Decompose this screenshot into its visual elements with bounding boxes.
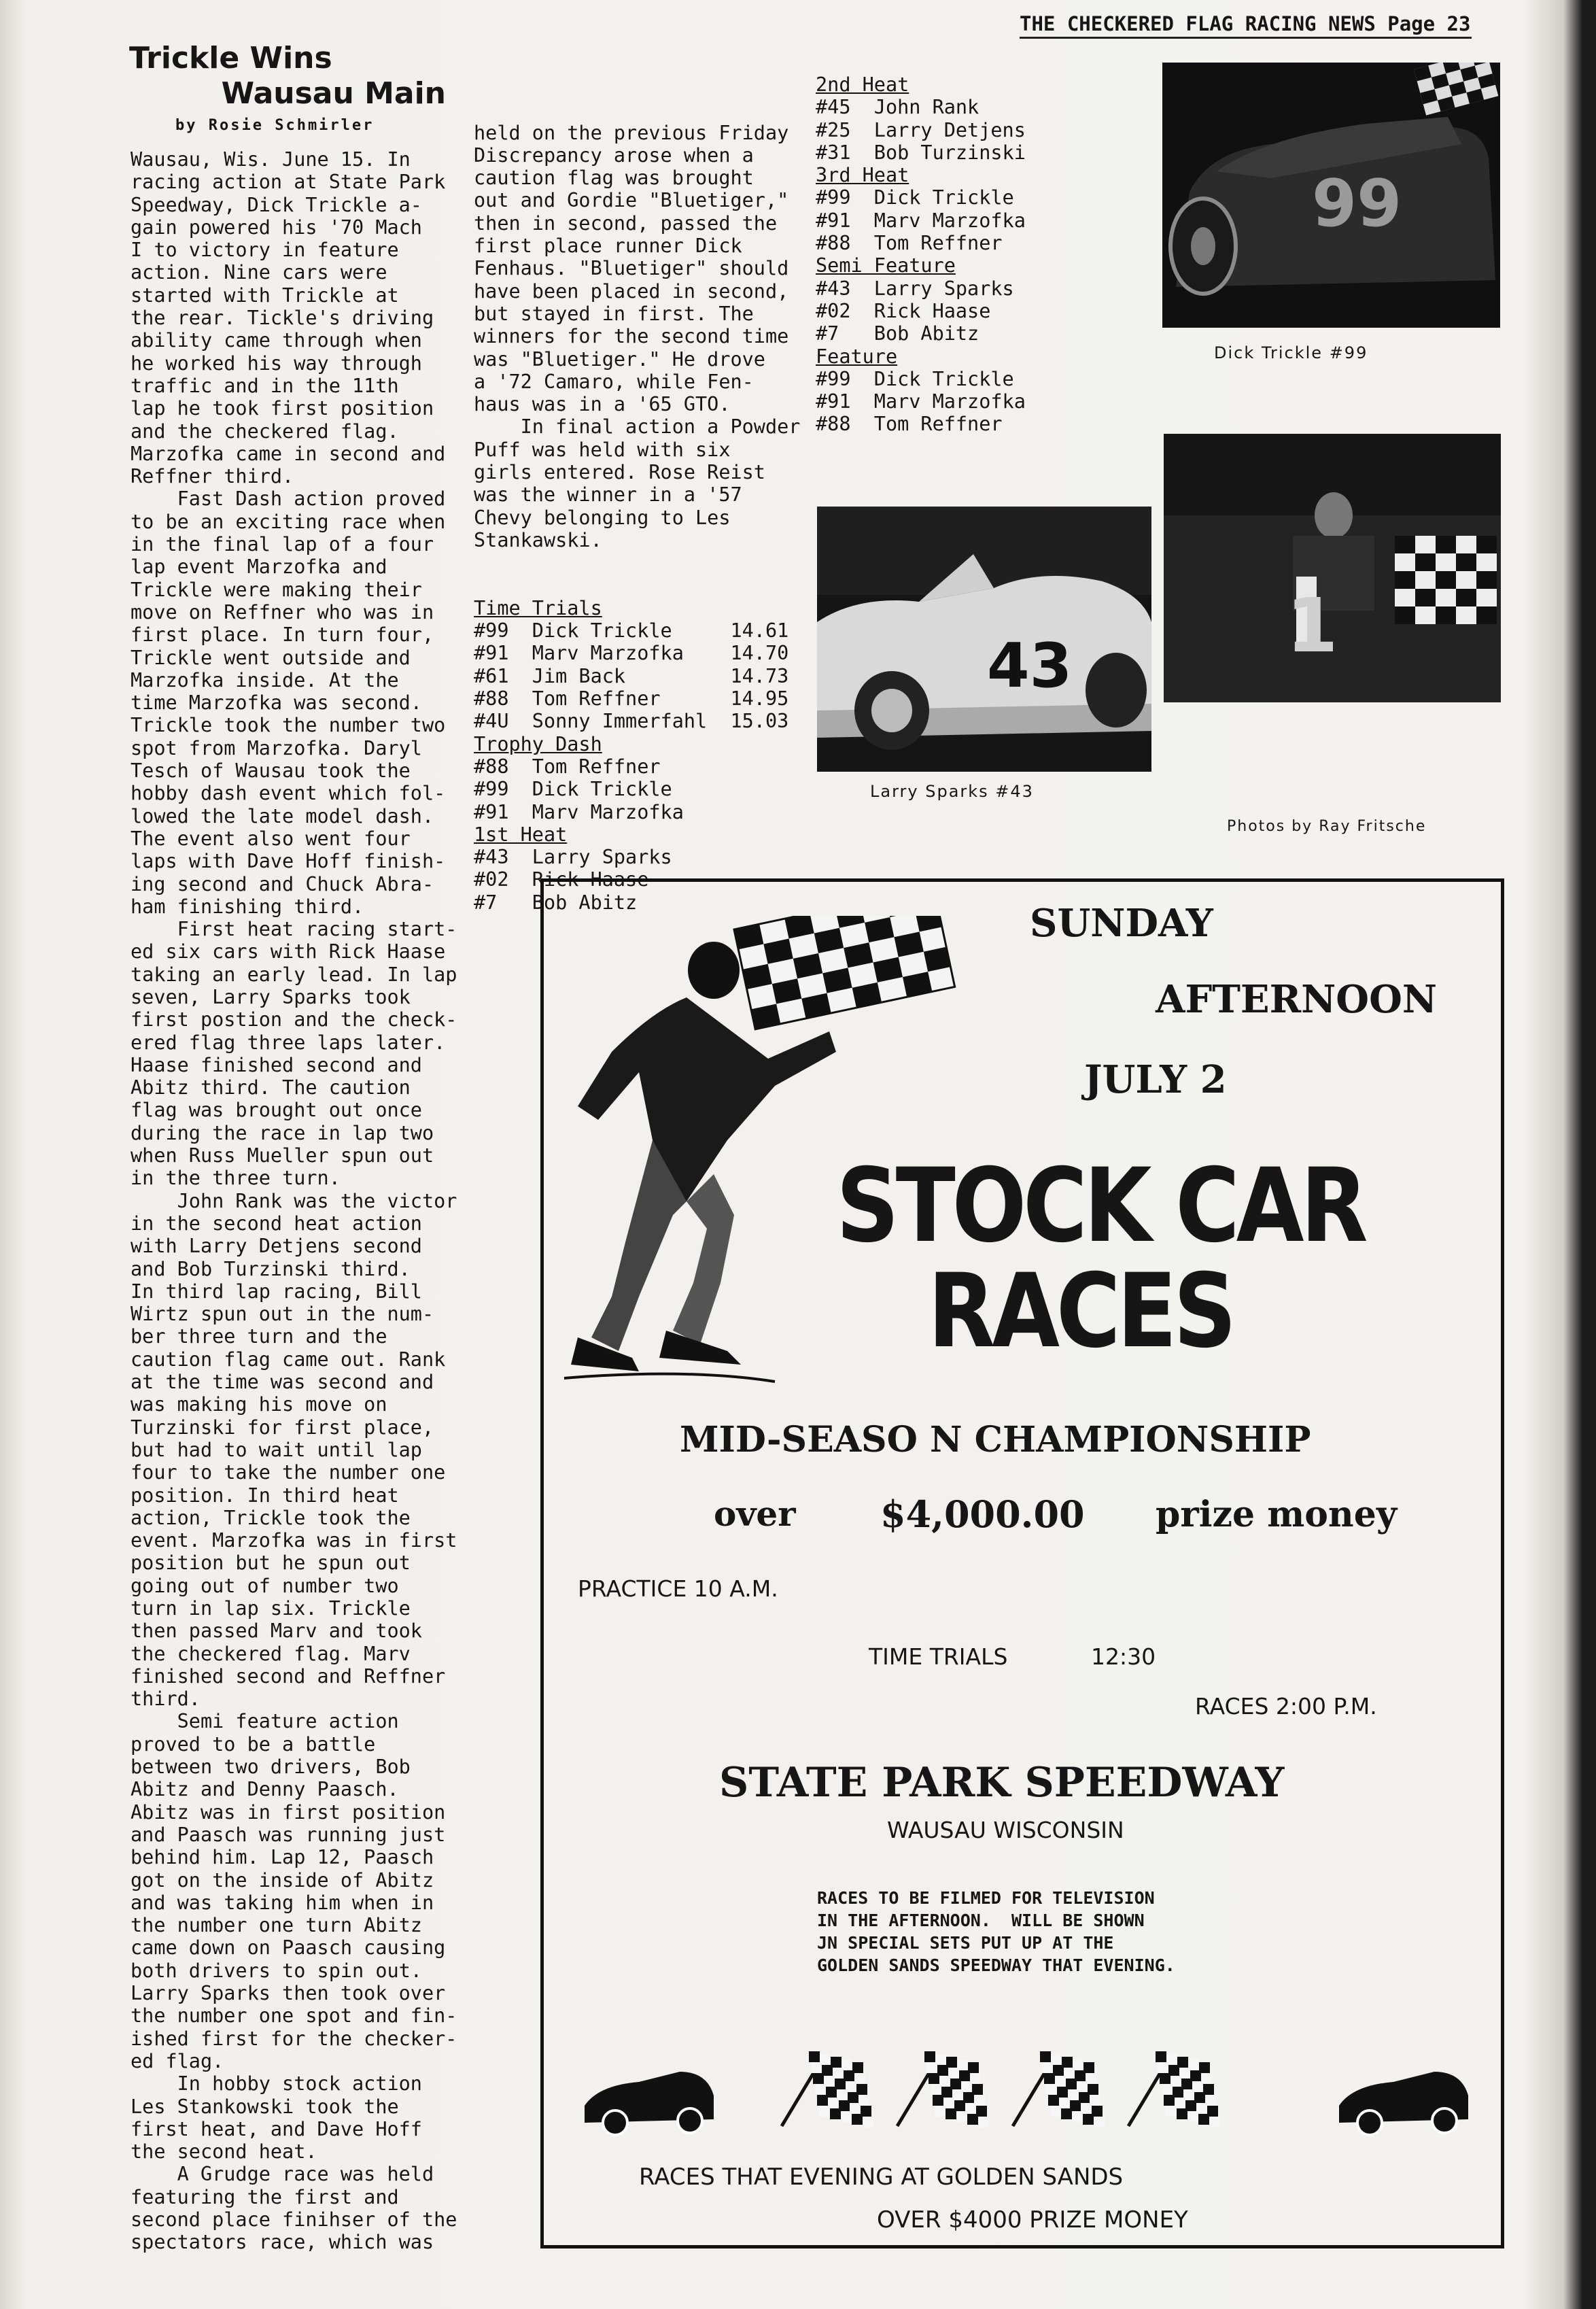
article-column-2 — [474, 76, 801, 959]
results-row: #88 Tom Reffner 14.95 — [474, 687, 789, 711]
results-row: #43 Larry Sparks — [816, 277, 1014, 300]
photo-larry-sparks — [817, 507, 1151, 772]
ad-footer-prize: OVER $4000 PRIZE MONEY — [877, 2206, 1188, 2234]
checkered-flag-icon — [782, 2051, 873, 2127]
results-row: #4U Sonny Immerfahl 15.03 — [474, 710, 789, 733]
checkered-flag-icon — [1013, 2051, 1105, 2127]
results-list-left — [474, 597, 793, 914]
results-heading: 3rd Heat — [816, 164, 909, 187]
race-car-right-icon — [1339, 2072, 1468, 2135]
article-column-1: Wausau, Wis. June 15. In racing action at State Park Speedway, Dick Trickle a- gain powered his '70 Mach I to victory in feature action. Nine cars were started with Trickle at the rear. Tickle's driving ability came through when he worked his way through traffic and in the 11th lap he took first position and the checkered flag. Marzofka came in second and Reffner third. Fast Dash action proved to be an exciting race when in the final lap of a four lap event Marzofka and Trickle were making their move on Reffner who was in first place. In turn four, Trickle went outside and Marzofka inside. At the time Marzofka was second. Trickle took the number two spot from Marzofka. Daryl Tesch of Wausau took the hobby dash event which fol- lowed the late model dash. The event also went four laps with Dave Hoff finish- ing second and Chuck Abra- ham finishing third. First heat racing start- ed six cars with Rick Haase taking an early lead. In lap seven, Larry Sparks took first postion and the check- ered flag three laps later. Haase finished second and Abitz third. The caution flag was brought out once during the race in lap two when Russ Mueller spun out in the three turn. John Rank was the victor in the second heat action with Larry Detjens second and Bob Turzinski third. In third lap racing, Bill Wirtz spun out in the num- ber three turn and the caution flag came out. Rank at the time was second and was making his move on Turzinski for first place, but had to wait until lap four to take the number one position. In third heat action, Trickle took the event. Marzofka was in first position but he spun out going out of number two turn in lap six. Trickle then passed Marv and took the checkered flag. Marv finished second and Reffner third. Semi feature action proved to be a battle between two drivers, Bob Abitz and Denny Paasch. Abitz was in first position and Paasch was running just behind him. Lap 12, Paasch got on the inside of Abitz and was taking him when in the number one turn Abitz came down on Paasch causing both drivers to spin out. Larry Sparks then took over the number one spot and fin- ished first for the checker- ed flag. In hobby stock action Les Stankowski took the first heat, and Dave Hoff the second heat. A Grudge race was held featuring the first and second place finihser of the spectators race, which was — [131, 148, 457, 2254]
ad-television-notice: RACES TO BE FILMED FOR TELEVISION IN THE AFTERNOON. WILL BE SHOWN JN SPECIAL SETS PUT UP AT THE GOLDEN SANDS SPEEDWAY THAT EVENING. — [817, 1888, 1175, 1975]
results-row: #45 John Rank — [816, 96, 979, 119]
photo-caption-2: Larry Sparks #43 — [870, 782, 1034, 801]
results-row: #91 Marv Marzofka 14.70 — [474, 642, 789, 665]
results-heading: Trophy Dash — [474, 732, 602, 755]
article-title — [129, 41, 449, 112]
checkered-flag-icon — [1128, 2051, 1220, 2127]
ad-headline-races: RACES — [928, 1252, 1234, 1371]
results-heading: Time Trials — [474, 596, 602, 619]
ad-time-trials-time: 12:30 — [1091, 1643, 1156, 1670]
results-row: #99 Dick Trickle — [816, 367, 1014, 390]
results-heading: 1st Heat — [474, 823, 568, 846]
article-column-2-text: held on the previous Friday Discrepancy arose when a caution flag was brought out and Gordie "Bluetiger," then in second, passed the first place runner Dick Fenhaus. "Bluetiger" should have been placed in second, but stayed in first. The winners for the second time was "Bluetiger." He drove a '72 Camaro, while Fen- haus was in a '65 GTO. In final action a Powder Puff was held with six girls entered. Rose Reist was the winner in a '57 Chevy belonging to Les Stankawski. — [474, 121, 801, 551]
results-row: #88 Tom Reffner — [474, 755, 661, 778]
ad-time-of-day: AFTERNOON — [1156, 977, 1438, 1022]
results-row: #43 Larry Sparks — [474, 846, 672, 869]
results-row: #31 Bob Turzinski — [816, 141, 1026, 164]
results-row: #02 Rick Haase — [816, 299, 991, 322]
ad-date: JULY 2 — [1084, 1057, 1227, 1102]
ad-time-trials-label: TIME TRIALS — [869, 1643, 1008, 1670]
ad-headline-stock-car: STOCK CAR — [836, 1147, 1365, 1265]
ad-prize-money: prize money — [1156, 1494, 1398, 1535]
results-row: #88 Tom Reffner — [816, 232, 1003, 255]
ad-prize-amount: $4,000.00 — [880, 1492, 1085, 1536]
byline: by Rosie Schmirler — [175, 117, 375, 134]
ad-over: over — [714, 1494, 796, 1534]
ad-flags-and-cars-border — [578, 2031, 1475, 2146]
ad-location: WAUSAU WISCONSIN — [887, 1817, 1124, 1843]
results-row: #88 Tom Reffner — [816, 413, 1003, 436]
results-row: #91 Marv Marzofka — [816, 390, 1026, 413]
results-list-right — [816, 73, 1081, 436]
results-row: #7 Bob Abitz — [474, 891, 638, 914]
photo-credit: Photos by Ray Fritsche — [1227, 818, 1427, 835]
car-number-1: 1 — [1286, 582, 1338, 669]
results-heading: Feature — [816, 345, 898, 368]
race-car-1-image — [1164, 434, 1501, 702]
title-line-2: Wausau Main — [221, 76, 446, 111]
photo-caption-1: Dick Trickle #99 — [1214, 343, 1368, 362]
car-number-43: 43 — [987, 630, 1073, 702]
page-header: THE CHECKERED FLAG RACING NEWS Page 23 — [1020, 12, 1472, 39]
photo-dick-trickle — [1162, 63, 1500, 328]
ad-day: SUNDAY — [1030, 901, 1213, 946]
results-heading: 2nd Heat — [816, 73, 909, 96]
results-row: #99 Dick Trickle — [816, 186, 1014, 209]
ad-championship: MID-SEASO N CHAMPIONSHIP — [680, 1419, 1311, 1460]
results-row: #7 Bob Abitz — [816, 322, 979, 345]
title-line-1: Trickle Wins — [129, 41, 332, 75]
photo-car-1-flag — [1164, 434, 1501, 702]
results-heading: Semi Feature — [816, 254, 956, 277]
race-car-99-image — [1162, 63, 1500, 328]
car-number-99: 99 — [1312, 167, 1402, 241]
ad-venue: STATE PARK SPEEDWAY — [719, 1759, 1285, 1807]
results-row: #99 Dick Trickle 14.61 — [474, 619, 789, 643]
race-advertisement — [540, 878, 1504, 2248]
results-row: #61 Jim Back 14.73 — [474, 664, 789, 687]
checkered-flag-icon — [897, 2051, 989, 2127]
race-car-left-icon — [585, 2072, 714, 2135]
ad-races-time: RACES 2:00 P.M. — [1195, 1693, 1377, 1720]
results-row: #91 Marv Marzofka — [816, 209, 1026, 232]
ad-footer-evening: RACES THAT EVENING AT GOLDEN SANDS — [639, 2163, 1124, 2191]
results-row: #02 Rick Haase — [474, 868, 649, 891]
results-row: #91 Marv Marzofka — [474, 800, 684, 823]
results-row: #99 Dick Trickle — [474, 778, 672, 801]
ad-practice-time: PRACTICE 10 A.M. — [578, 1575, 778, 1602]
race-car-43-image — [817, 507, 1151, 772]
results-row: #25 Larry Detjens — [816, 118, 1026, 141]
